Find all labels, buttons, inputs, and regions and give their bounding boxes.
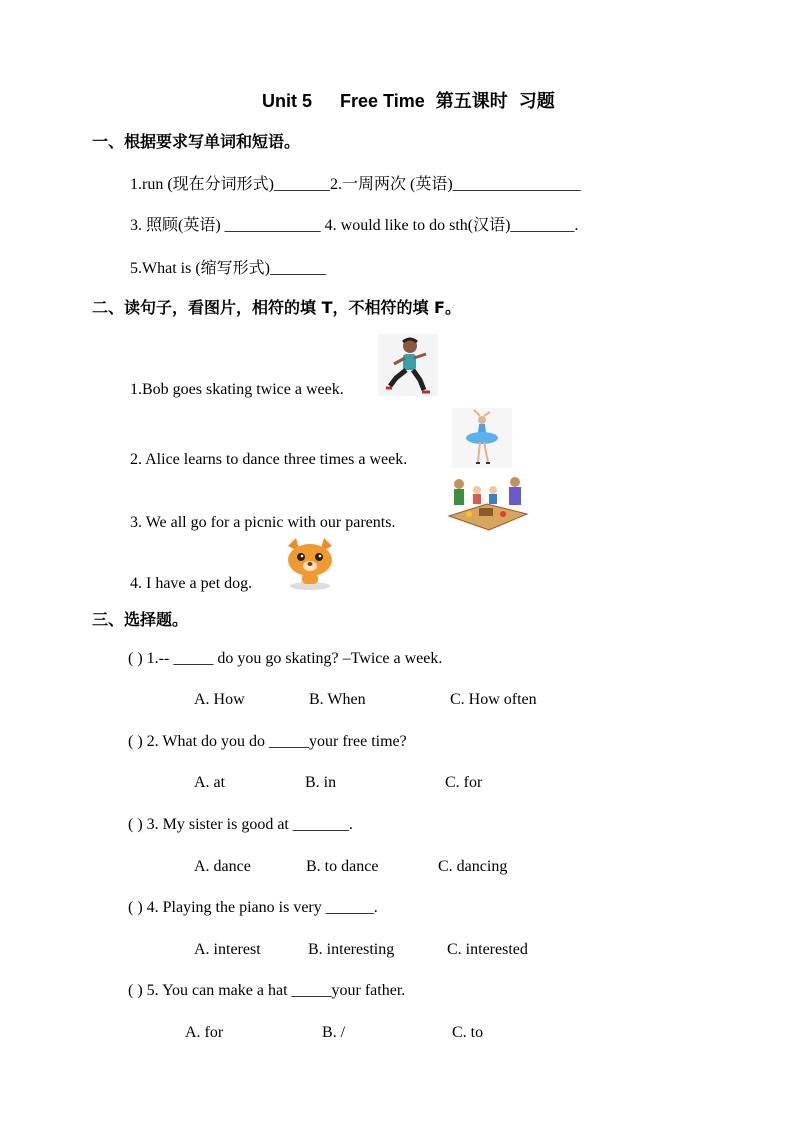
family-picnic-image	[443, 474, 529, 532]
cartoon-cat-image	[280, 536, 340, 592]
section1-line2: 3. 照顾(英语) ____________ 4. would like to do sth(汉语)________.	[130, 217, 579, 234]
question-2-option-a: A. at	[194, 774, 226, 791]
title-label: 习题	[518, 91, 555, 112]
section2-heading: 二、读句子，看图片，相符的填 T，不相符的填 F。	[92, 298, 461, 317]
question-5: ( ) 5. You can make a hat _____your father.	[128, 982, 406, 999]
question-1: ( ) 1.-- _____ do you go skating? –Twice a week.	[128, 650, 443, 667]
section2-item-2: 2. Alice learns to dance three times a week.	[130, 451, 408, 468]
question-3: ( ) 3. My sister is good at _______.	[128, 816, 353, 833]
section1-line3: 5.What is (缩写形式)_______	[130, 260, 326, 277]
question-1-option-c: C. How often	[450, 691, 537, 708]
running-boy-image	[378, 334, 438, 396]
ballerina-image	[452, 408, 512, 468]
section2-item-3: 3. We all go for a picnic with our parents.	[130, 514, 396, 531]
section1-line1: 1.run (现在分词形式)_______2.一周两次 (英语)________________	[130, 176, 581, 193]
question-3-option-a: A. dance	[194, 858, 251, 875]
question-5-option-a: A. for	[185, 1024, 224, 1041]
title-unit: Unit 5	[262, 91, 313, 111]
question-5-option-c: C. to	[452, 1024, 484, 1041]
question-1-option-b: B. When	[309, 691, 366, 708]
question-2-option-c: C. for	[445, 774, 483, 791]
question-1-option-a: A. How	[194, 691, 245, 708]
question-3-option-c: C. dancing	[438, 858, 508, 875]
question-4-option-c: C. interested	[447, 941, 528, 958]
question-3-option-b: B. to dance	[306, 858, 379, 875]
title-topic: Free Time	[340, 91, 425, 111]
question-4-option-a: A. interest	[194, 941, 261, 958]
question-4-option-b: B. interesting	[308, 941, 395, 958]
section2-item-1: 1.Bob goes skating twice a week.	[130, 381, 344, 398]
section2-item-4: 4. I have a pet dog.	[130, 575, 253, 592]
page-title	[262, 87, 555, 113]
section1-heading: 一、根据要求写单词和短语。	[92, 132, 301, 151]
question-5-option-b: B. /	[322, 1024, 346, 1041]
question-4: ( ) 4. Playing the piano is very ______.	[128, 899, 378, 916]
question-2-option-b: B. in	[305, 774, 337, 791]
section3-heading: 三、选择题。	[92, 610, 189, 629]
title-lesson: 第五课时	[435, 91, 508, 112]
question-2: ( ) 2. What do you do _____your free time?	[128, 733, 407, 750]
